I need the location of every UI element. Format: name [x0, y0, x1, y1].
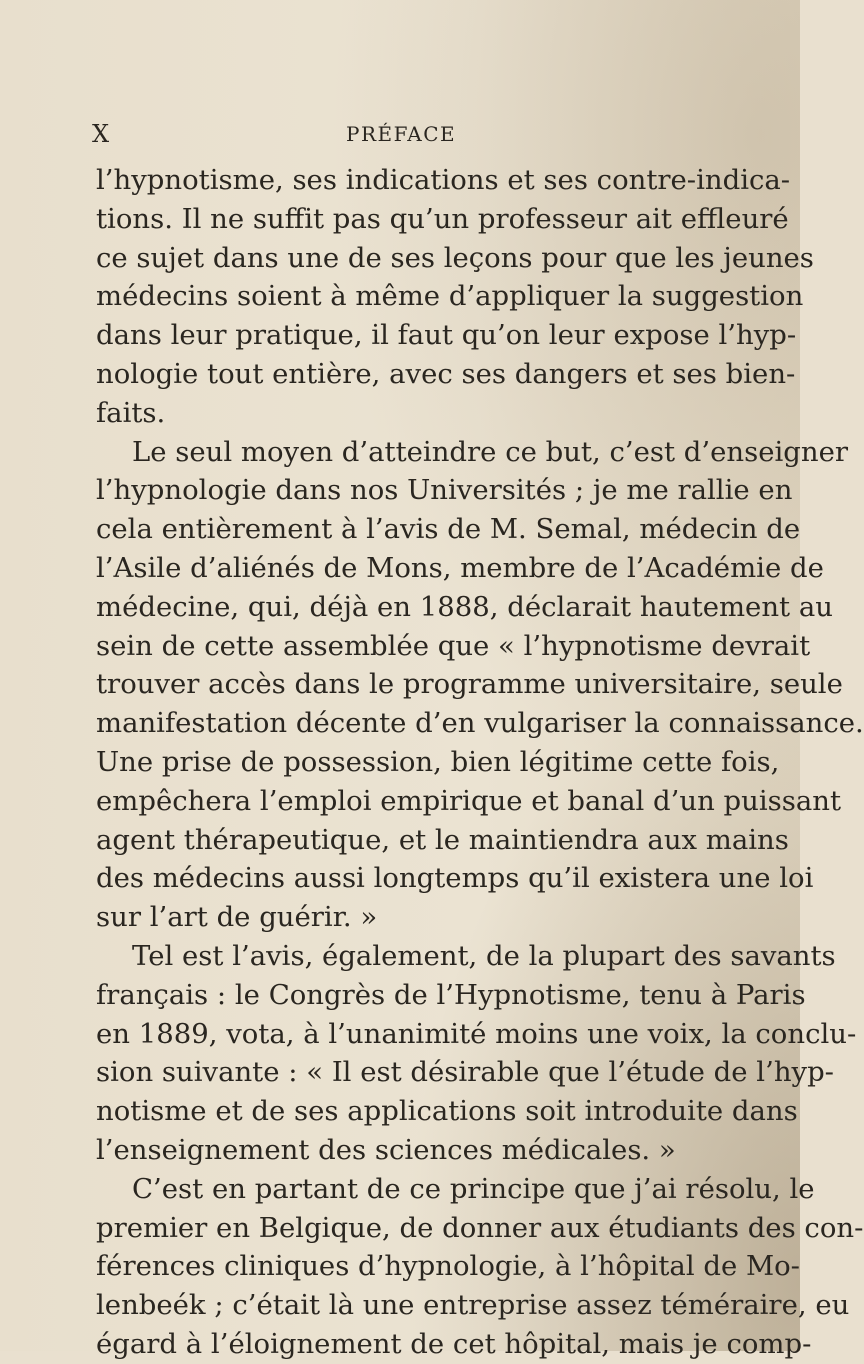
- text-line: sur l’art de guérir. »: [96, 901, 378, 934]
- text-line: médecins soient à même d’appliquer la suggestion: [96, 280, 804, 313]
- text-line: Le seul moyen d’atteindre ce but, c’est d’enseigner: [132, 435, 849, 468]
- text-line: premier en Belgique, de donner aux étudiants des con-: [96, 1211, 864, 1244]
- running-head: PRÉFACE: [346, 122, 457, 146]
- text-line: férences cliniques d’hypnologie, à l’hôpital de Mo-: [96, 1250, 800, 1283]
- text-line: C’est en partant de ce principe que j’ai résolu, le: [132, 1172, 815, 1205]
- text-line: agent thérapeutique, et le maintiendra aux mains: [96, 823, 789, 856]
- text-line: l’hypnotisme, ses indications et ses contre-indica-: [96, 164, 791, 196]
- text-line: empêchera l’emploi empirique et banal d’un puissant: [96, 784, 842, 817]
- text-line: l’enseignement des sciences médicales. »: [96, 1133, 676, 1166]
- text-line: notisme et de ses applications soit introduite dans: [96, 1095, 798, 1128]
- text-line: faits.: [96, 396, 166, 429]
- text-line: en 1889, vota, à l’unanimité moins une voix, la conclu-: [96, 1017, 857, 1050]
- text-line: sein de cette assemblée que « l’hypnotisme devrait: [96, 629, 811, 662]
- text-line: Une prise de possession, bien légitime cette fois,: [96, 745, 780, 778]
- text-line: ce sujet dans une de ses leçons pour que les jeunes: [96, 241, 814, 274]
- text-line: manifestation décente d’en vulgariser la connaissance.: [96, 707, 864, 740]
- text-line: lenbeék ; c’était là une entreprise assez téméraire, eu: [96, 1289, 850, 1322]
- text-line: Tel est l’avis, également, de la plupart des savants: [132, 939, 836, 972]
- text-line: l’hypnologie dans nos Universités ; je me rallie en: [96, 474, 793, 507]
- text-line: sion suivante : « Il est désirable que l’étude de l’hyp-: [96, 1056, 834, 1089]
- text-line: médecine, qui, déjà en 1888, déclarait hautement au: [96, 590, 833, 623]
- page-number: X: [92, 120, 111, 148]
- text-line: l’Asile d’aliénés de Mons, membre de l’Académie de: [96, 551, 824, 584]
- text-line: trouver accès dans le programme universitaire, seule: [96, 668, 843, 701]
- text-line: dans leur pratique, il faut qu’on leur expose l’hyp-: [96, 319, 797, 352]
- text-line: tions. Il ne suffit pas qu’un professeur ait effleuré: [96, 202, 789, 235]
- text-line: égard à l’éloignement de cet hôpital, mais je comp-: [96, 1327, 812, 1360]
- text-line: des médecins aussi longtemps qu’il existera une loi: [96, 862, 814, 895]
- body-text: [96, 161, 864, 1364]
- text-line: nologie tout entière, avec ses dangers et ses bien-: [96, 357, 796, 390]
- text-line: cela entièrement à l’avis de M. Semal, médecin de: [96, 513, 801, 546]
- text-line: français : le Congrès de l’Hypnotisme, tenu à Paris: [96, 978, 806, 1011]
- page-header: [0, 120, 800, 150]
